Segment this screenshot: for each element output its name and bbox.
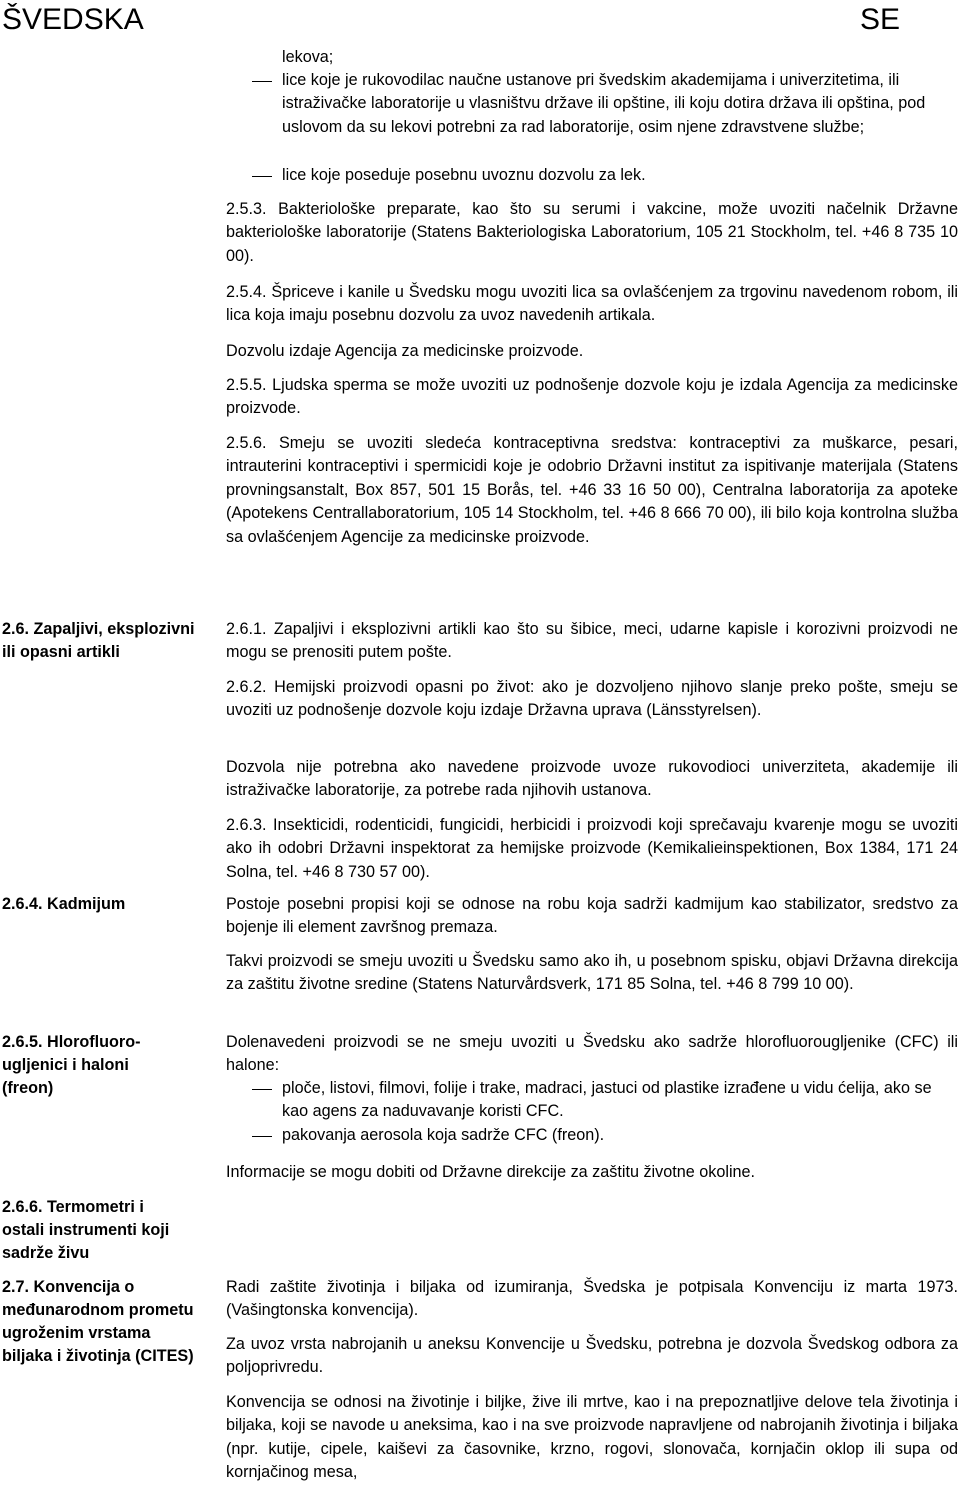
section-heading-2-6-4 [2, 893, 202, 916]
list-item: pakovanja aerosola koja sadrže CFC (freon). [282, 1126, 605, 1144]
dash-bullet [252, 1136, 272, 1137]
section-heading-2-6-6: 2.6.6. Termometri i ostali instrumenti koji sadrže živu [2, 1198, 170, 1262]
dash-bullet [252, 81, 272, 82]
paragraph-2-6-3: 2.6.3. Insekticidi, rodenticidi, fungicidi, herbicidi i proizvodi koji sprečavaju kvarenje mogu se uvoziti ako ih odobri Državni inspektorat za hemijske proizvode (Kemikalieinspektionen, Box 1384, 171 24 Solna, tel. +46 8 730 57 00). [226, 816, 958, 881]
heading-text: 2.6.4. Kadmijum [2, 895, 126, 913]
list-item: lice koje poseduje posebnu uvoznu dozvolu za lek. [282, 166, 646, 184]
section-heading-2-7: 2.7. Konvencija o međunarodnom prometu ugroženim vrstama biljaka i životinja (CITES) [2, 1278, 194, 1365]
paragraph-cadmium-1: Postoje posebni propisi koji se odnose na robu koja sadrži kadmijum kao stabilizator, sredstvo za bojenje ili element završnog premaza. [226, 895, 958, 937]
paragraph-2-5-3: 2.5.3. Bakteriološke preparate, kao što su serumi i vakcine, može uvoziti načelnik Državne bakteriološke laboratorije (Statens Bakteriologiska Laboratorium, 105 21 Stockholm, tel. +46 8 735 10 00). [226, 200, 958, 265]
paragraph-cfc-info: Informacije se mogu dobiti od Državne direkcije za zaštitu životne okoline. [226, 1163, 756, 1181]
dash-bullet [252, 176, 272, 177]
paragraph-2-6-2: 2.6.2. Hemijski proizvodi opasni po život: ako je dozvoljeno njihovo slanje preko pošte, smeju se uvoziti uz podnošenje dozvole koju izdaje Državna uprava (Länsstyrelsen). [226, 678, 958, 720]
header-code: SE [860, 3, 901, 36]
paragraph-2-5-4: 2.5.4. Špriceve i kanile u Švedsku mogu uvoziti lica sa ovlašćenjem za trgovinu navedenom robom, ili lica koja imaju posebnu dozvolu za uvoz navedenih artikala. [226, 283, 958, 325]
section-heading-2-6: 2.6. Zapaljivi, eksplozivni ili opasni artikli [2, 620, 195, 661]
paragraph-cfc-intro: Dolenavedeni proizvodi se ne smeju uvoziti u Švedsku ako sadrže hlorofluorougljenike (CFC) ili halone: [226, 1033, 958, 1075]
paragraph-cites-3: Konvencija se odnosi na životinje i biljke, žive ili mrtve, kao i na prepoznatljive delove tela životinja i biljaka, koji se navode u aneksima, kao i na sve proizvode napravljene od nabrojanih životinja i biljaka (npr. kutije, cipele, kaiševi za časovnike, krzno, rogovi, slonovača, kornjačin oklop ili supa od kornjačinog mesa, [226, 1393, 958, 1482]
paragraph-2-6-1: 2.6.1. Zapaljivi i eksplozivni artikli kao što su šibice, meci, udarne kapisle i korozivni proizvodi ne mogu se prenositi putem pošte. [226, 620, 958, 662]
section-heading-2-6-5: 2.6.5. Hlorofluoro-ugljenici i haloni (freon) [2, 1033, 141, 1097]
paragraph-2-5-4-note: Dozvolu izdaje Agencija za medicinske proizvode. [226, 342, 584, 360]
paragraph-cites-2: Za uvoz vrsta nabrojanih u aneksu Konvencije u Švedsku, potrebna je dozvola Švedskog odbora za poljoprivredu. [226, 1335, 958, 1377]
paragraph-2-5-6: 2.5.6. Smeju se uvoziti sledeća kontraceptivna sredstva: kontraceptivi za muškarce, pesari, intrauterini kontraceptivi i spermicidi koje je odobrio Državni institut za ispitivanje materijala (Statens provningsanstalt, Box 857, 501 15 Borås, tel. +46 33 16 50 00), Centralna laboratorija za apoteke (Apotekens Centrallaboratorium, 105 14 Stockholm, tel. +46 8 666 70 00), ili bilo koja kontrolna služba sa ovlašćenjem Agencije za medicinske proizvode. [226, 434, 958, 546]
list-item: lekova; [282, 48, 334, 66]
paragraph-2-6-2-note: Dozvola nije potrebna ako navedene proizvode uvoze rukovodioci univerziteta, akademije ili istraživačke laboratorije, za potrebe rada njihovih ustanova. [226, 758, 958, 800]
paragraph-2-5-5: 2.5.5. Ljudska sperma se može uvoziti uz podnošenje dozvole koju je izdala Agencija za medicinske proizvode. [226, 376, 958, 418]
list-item: ploče, listovi, filmovi, folije i trake, madraci, jastuci od plastike izrađene u vidu ćelija, ako se kao agens za naduvavanje koristi CFC. [282, 1079, 932, 1121]
list-item: lice koje je rukovodilac naučne ustanove pri švedskim akademijama i univerzitetima, ili istraživačke laboratorije u vlasništvu države ili opštine, ili koju dotira država ili opština, pod uslovom da su lekovi potrebni za rad laboratorije, osim njene zdravstvene službe; [282, 71, 926, 136]
paragraph-cadmium-2: Takvi proizvodi se smeju uvoziti u Švedsku samo ako ih, u posebnom spisku, objavi Državna direkcija za zaštitu životne sredine (Statens Naturvårdsverk, 171 85 Solna, tel. +46 8 799 10 00). [226, 952, 958, 994]
dash-bullet [252, 1089, 272, 1090]
paragraph-cites-1: Radi zaštite životinja i biljaka od izumiranja, Švedska je potpisala Konvenciju iz marta 1973. (Vašingtonska konvencija). [226, 1278, 958, 1320]
header-country: ŠVEDSKA [2, 3, 144, 36]
